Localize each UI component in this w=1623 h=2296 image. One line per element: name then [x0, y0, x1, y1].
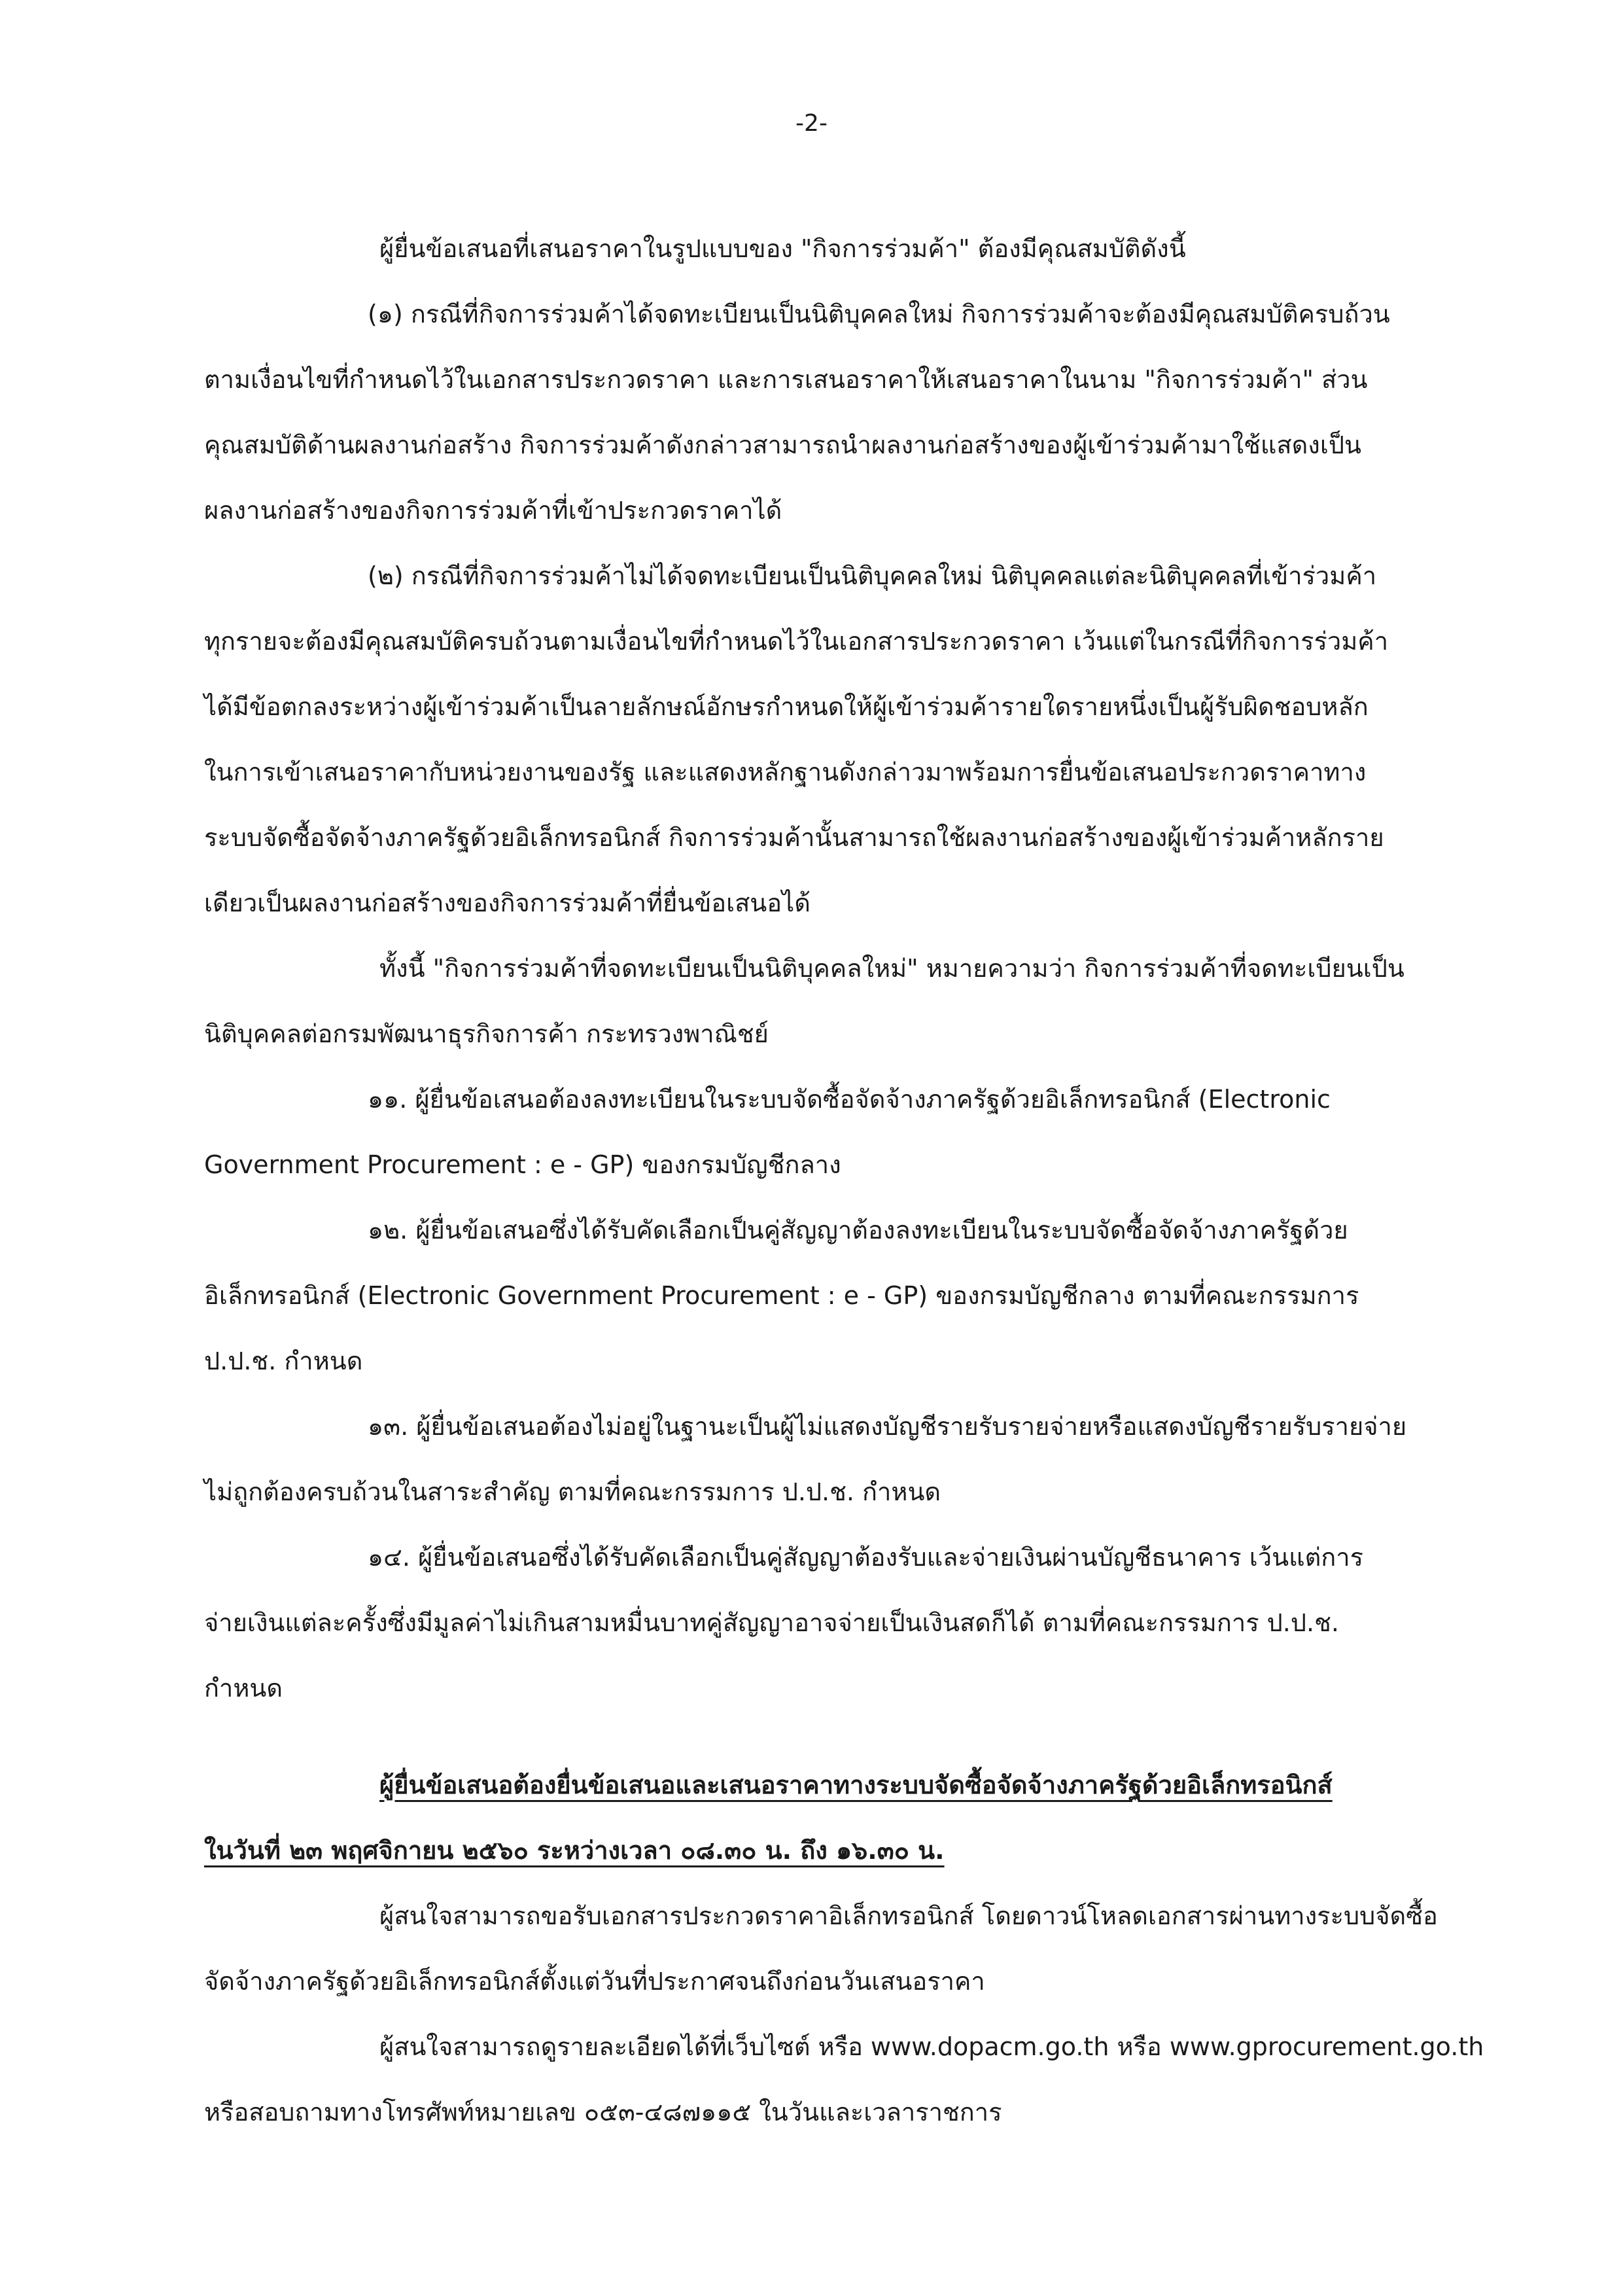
paragraph-line: ผู้สนใจสามารถดูรายละเอียดได้ที่เว็บไซต์ หรือ www.dopacm.go.th หรือ www.gprocurement.go.th — [379, 2032, 1484, 2061]
paragraph-line: ๑๑. ผู้ยื่นข้อเสนอต้องลงทะเบียนในระบบจัดซื้อจัดจ้างภาครัฐด้วยอิเล็กทรอนิกส์ (Electronic — [368, 1085, 1331, 1114]
document-body — [204, 216, 1516, 2145]
paragraph-line: ในวันที่ ๒๓ พฤศจิกายน ๒๕๖๐ ระหว่างเวลา ๐๘.๓๐ น. ถึง ๑๖.๓๐ น. — [204, 1836, 945, 1865]
paragraph-line: ๑๔. ผู้ยื่นข้อเสนอซึ่งได้รับคัดเลือกเป็นคู่สัญญาต้องรับและจ่ายเงินผ่านบัญชีธนาคาร เว้นแต่การ — [368, 1543, 1364, 1572]
paragraph-line: (๑) กรณีที่กิจการร่วมค้าได้จดทะเบียนเป็นนิติบุคคลใหม่ กิจการร่วมค้าจะต้องมีคุณสมบัติครบถ้วน — [368, 300, 1390, 328]
paragraph-line: นิติบุคคลต่อกรมพัฒนาธุรกิจการค้า กระทรวงพาณิชย์ — [204, 1019, 769, 1048]
paragraph-line: (๒) กรณีที่กิจการร่วมค้าไม่ได้จดทะเบียนเป็นนิติบุคคลใหม่ นิติบุคคลแต่ละนิติบุคคลที่เข้าร่วมค้า — [368, 561, 1377, 590]
paragraph-line: ผู้ยื่นข้อเสนอต้องยื่นข้อเสนอและเสนอราคาทางระบบจัดซื้อจัดจ้างภาครัฐด้วยอิเล็กทรอนิกส์ — [379, 1771, 1333, 1799]
spacer — [204, 1721, 1516, 1752]
paragraph-line: กำหนด — [204, 1674, 283, 1703]
paragraph-line: ระบบจัดซื้อจัดจ้างภาครัฐด้วยอิเล็กทรอนิกส์ กิจการร่วมค้านั้นสามารถใช้ผลงานก่อสร้างของผู้เข้าร่วมค้าหลักราย — [204, 823, 1384, 852]
paragraph-line: ในการเข้าเสนอราคากับหน่วยงานของรัฐ และแสดงหลักฐานดังกล่าวมาพร้อมการยื่นข้อเสนอประกวดราคาทาง — [204, 758, 1367, 786]
page-number: -2- — [795, 110, 828, 137]
paragraph-line: Government Procurement : e - GP) ของกรมบัญชีกลาง — [204, 1150, 841, 1179]
paragraph-line: จัดจ้างภาครัฐด้วยอิเล็กทรอนิกส์ตั้งแต่วันที่ประกาศจนถึงก่อนวันเสนอราคา — [204, 1967, 985, 1996]
paragraph-line: ๑๓. ผู้ยื่นข้อเสนอต้องไม่อยู่ในฐานะเป็นผู้ไม่แสดงบัญชีรายรับรายจ่ายหรือแสดงบัญชีรายรับรายจ่าย — [368, 1412, 1407, 1441]
paragraph-line: หรือสอบถามทางโทรศัพท์หมายเลข ๐๕๓-๔๘๗๑๑๕ ในวันและเวลาราชการ — [204, 2098, 1002, 2127]
paragraph-line: อิเล็กทรอนิกส์ (Electronic Government Procurement : e - GP) ของกรมบัญชีกลาง ตามที่คณะกรรมการ — [204, 1281, 1359, 1310]
paragraph-line: คุณสมบัติด้านผลงานก่อสร้าง กิจการร่วมค้าดังกล่าวสามารถนำผลงานก่อสร้างของผู้เข้าร่วมค้ามาใช้แสดงเป็น — [204, 431, 1361, 459]
paragraph-line: ผลงานก่อสร้างของกิจการร่วมค้าที่เข้าประกวดราคาได้ — [204, 496, 782, 525]
paragraph-line: ๑๒. ผู้ยื่นข้อเสนอซึ่งได้รับคัดเลือกเป็นคู่สัญญาต้องลงทะเบียนในระบบจัดซื้อจัดจ้างภาครัฐด้วย — [368, 1216, 1348, 1245]
paragraph-line: เดียวเป็นผลงานก่อสร้างของกิจการร่วมค้าที่ยื่นข้อเสนอได้ — [204, 889, 811, 917]
paragraph-line: ไม่ถูกต้องครบถ้วนในสาระสำคัญ ตามที่คณะกรรมการ ป.ป.ช. กำหนด — [204, 1477, 941, 1506]
paragraph-line: ทุกรายจะต้องมีคุณสมบัติครบถ้วนตามเงื่อนไขที่กำหนดไว้ในเอกสารประกวดราคา เว้นแต่ในกรณีที่กิจการร่วมค้า — [204, 627, 1389, 656]
paragraph-line: ป.ป.ช. กำหนด — [204, 1347, 363, 1375]
paragraph-line: ผู้ยื่นข้อเสนอที่เสนอราคาในรูปแบบของ "กิจการร่วมค้า" ต้องมีคุณสมบัติดังนี้ — [379, 234, 1186, 263]
paragraph-line: ตามเงื่อนไขที่กำหนดไว้ในเอกสารประกวดราคา และการเสนอราคาให้เสนอราคาในนาม "กิจการร่วมค้า" ส่วน — [204, 365, 1368, 394]
paragraph-line: จ่ายเงินแต่ละครั้งซึ่งมีมูลค่าไม่เกินสามหมื่นบาทคู่สัญญาอาจจ่ายเป็นเงินสดก็ได้ ตามที่คณะกรรมการ ป.ป.ช. — [204, 1608, 1339, 1637]
paragraph-line: ได้มีข้อตกลงระหว่างผู้เข้าร่วมค้าเป็นลายลักษณ์อักษรกำหนดให้ผู้เข้าร่วมค้ารายใดรายหนึ่งเป็นผู้รับผิดชอบหลัก — [204, 692, 1369, 721]
paragraph-line: ทั้งนี้ "กิจการร่วมค้าที่จดทะเบียนเป็นนิติบุคคลใหม่" หมายความว่า กิจการร่วมค้าที่จดทะเบียนเป็น — [379, 954, 1405, 983]
paragraph-line: ผู้สนใจสามารถขอรับเอกสารประกวดราคาอิเล็กทรอนิกส์ โดยดาวน์โหลดเอกสารผ่านทางระบบจัดซื้อ — [379, 1901, 1438, 1930]
